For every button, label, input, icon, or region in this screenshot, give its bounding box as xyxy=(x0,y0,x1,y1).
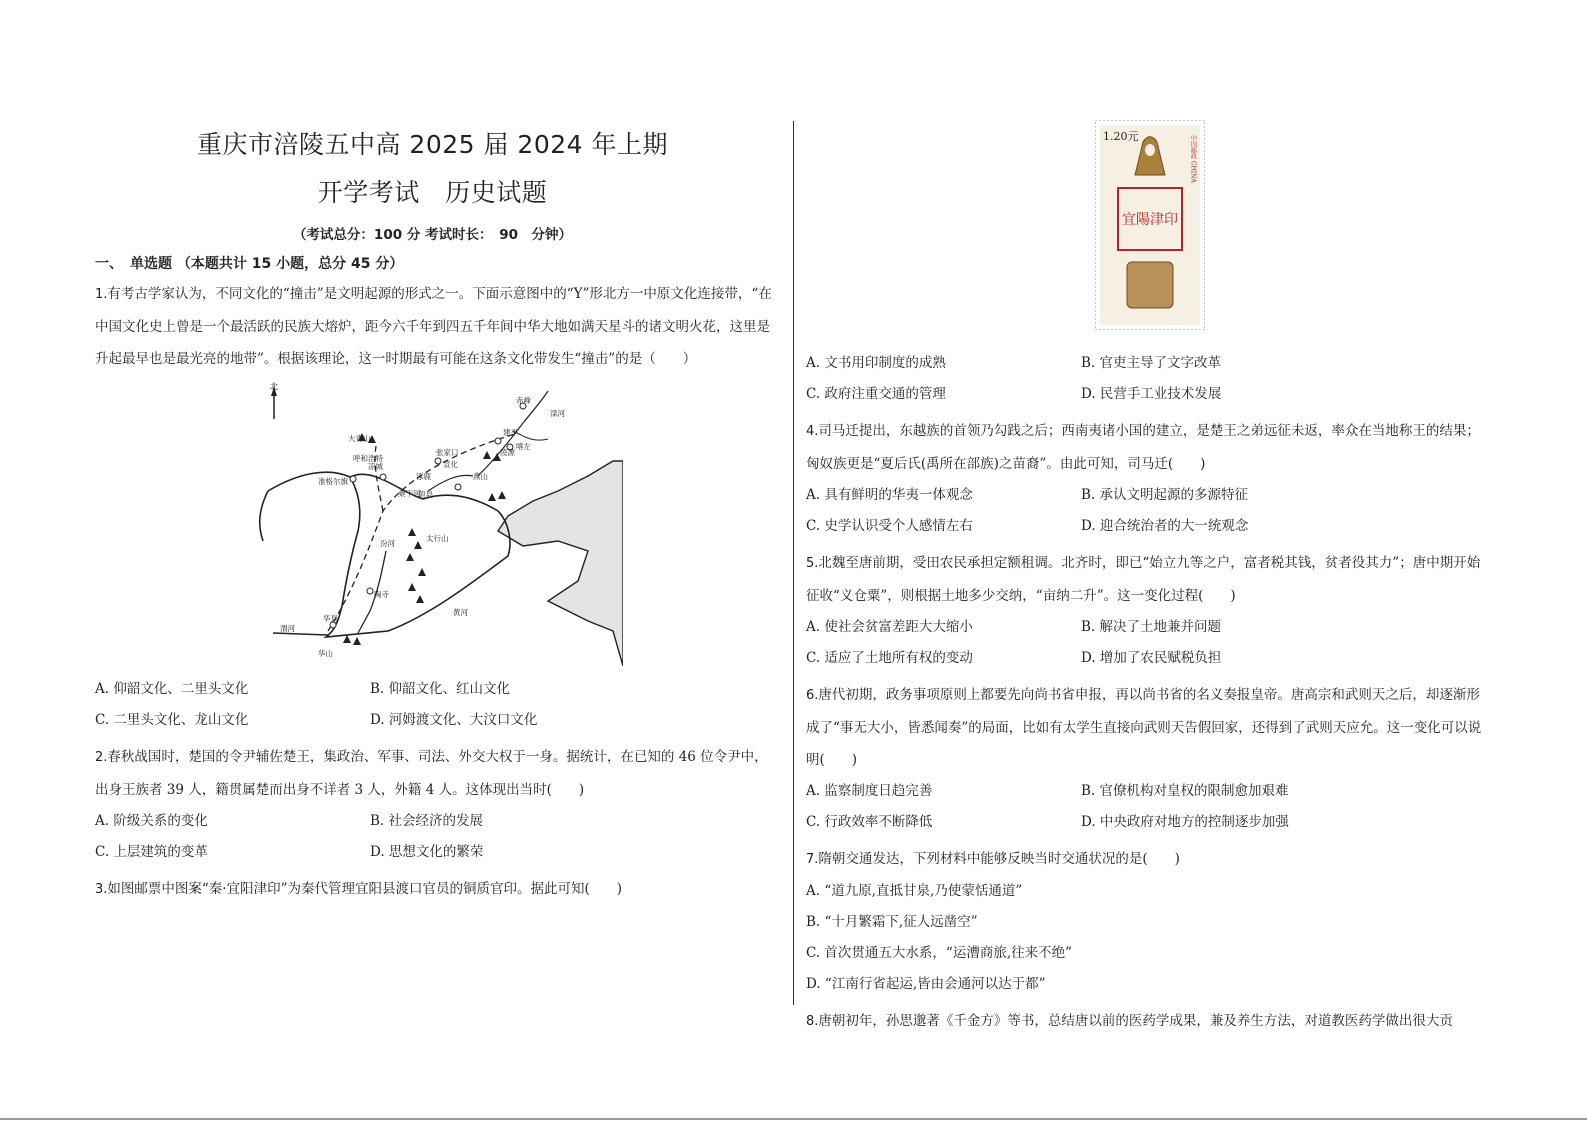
question-4 xyxy=(806,415,1491,480)
map-label: 大青山 xyxy=(348,434,371,443)
question-2-options xyxy=(95,806,780,868)
option-a[interactable]: A. 使社会贫富差距大大缩小 xyxy=(806,619,973,635)
right-column xyxy=(806,120,1491,1038)
map-label: 太行山 xyxy=(426,534,449,543)
map-label: 陶寺 xyxy=(374,590,389,599)
question-text: 春秋战国时，楚国的令尹辅佐楚王，集政治、军事、司法、外交大权于一身。据统计，在已知的 46 位令尹中，出身王族者 39 人，籍贯属楚而出身不详者 3 人，外籍 4 人。这体现出当时( ) xyxy=(95,749,768,798)
question-number: 1. xyxy=(95,287,108,302)
seal-stamp-image xyxy=(1095,120,1205,330)
map-label: 黄河 xyxy=(453,608,468,617)
question-text: 唐朝初年，孙思邈著《千金方》等书，总结唐以前的医药学成果，兼及养生方法，对道教医药学做出很大贡 xyxy=(818,1013,1453,1029)
question-6-options xyxy=(806,776,1491,838)
option-a[interactable]: A. “道九原,直抵甘泉,乃使蒙恬通道” xyxy=(806,883,1023,899)
stamp-country: 中国邮政 CHINA xyxy=(1189,135,1197,183)
section-heading: 一、 单选题 （本题共计 15 小题，总分 45 分） xyxy=(95,256,404,272)
option-b[interactable]: B. “十月繁霜下,征人远凿空” xyxy=(806,914,978,930)
option-a[interactable]: A. 阶级关系的变化 xyxy=(95,813,208,829)
question-text: 司马迁提出，东越族的首领乃勾践之后；西南夷诸小国的建立，是楚王之弟远征未返，率众在当地称王的结果；匈奴族更是“夏后氏(禹所在部族)之苗裔”。由此可知，司马迁( ) xyxy=(806,423,1480,472)
option-c[interactable]: C. 上层建筑的变革 xyxy=(95,844,208,860)
map-label: 建平 xyxy=(503,428,518,437)
culture-belt-map xyxy=(258,381,623,666)
exam-title-line2: 开学考试 历史试题 xyxy=(317,178,548,207)
question-5 xyxy=(806,547,1491,612)
question-text: 隋朝交通发达，下列材料中能够反映当时交通状况的是( ) xyxy=(818,851,1180,867)
question-number: 4. xyxy=(806,424,819,439)
map-label: 滦河 xyxy=(550,409,565,418)
map-label: 凉城 xyxy=(368,462,383,471)
question-8 xyxy=(806,1005,1491,1038)
option-c[interactable]: C. 行政效率不断降低 xyxy=(806,814,933,830)
map-label: 涿鹿 xyxy=(416,472,431,481)
exam-meta: （考试总分：100 分 考试时长： 90 分钟） xyxy=(292,227,573,243)
left-column xyxy=(95,120,780,906)
option-c[interactable]: C. 二里头文化、龙山文化 xyxy=(95,712,249,728)
map-label: 渭河 xyxy=(280,624,295,633)
option-d[interactable]: D. 迎合统治者的大一统观念 xyxy=(1081,518,1249,534)
option-d[interactable]: D. 中央政府对地方的控制逐步加强 xyxy=(1081,814,1289,830)
question-3-options xyxy=(806,348,1491,410)
map-label: 张家口 xyxy=(436,448,459,457)
question-1 xyxy=(95,278,780,375)
question-1-options xyxy=(95,674,780,736)
option-a[interactable]: A. 监察制度日趋完善 xyxy=(806,783,933,799)
question-text: 唐代初期，政务事项原则上都要先向尚书省申报，再以尚书省的名义奏报皇帝。唐高宗和武则天之后，却逐渐形成了“事无大小，皆悉闻奏”的局面，比如有太学生直接向武则天告假回家，还得到了武则天应允。这一变化可以说明( ) xyxy=(806,687,1482,768)
map-label: 华山 xyxy=(318,649,333,658)
option-d[interactable]: D. 河姆渡文化、大汶口文化 xyxy=(370,712,538,728)
option-b[interactable]: B. 承认文明起源的多源特征 xyxy=(1081,487,1249,503)
map-label: 宣化 xyxy=(443,460,458,469)
option-c[interactable]: C. 史学认识受个人感情左右 xyxy=(806,518,973,534)
option-a[interactable]: A. 具有鲜明的华夷一体观念 xyxy=(806,487,973,503)
map-label: 准格尔旗 xyxy=(318,477,348,486)
question-number: 6. xyxy=(806,688,819,703)
option-b[interactable]: B. 官吏主导了文字改革 xyxy=(1081,355,1222,371)
column-divider xyxy=(793,121,794,1005)
option-b[interactable]: B. 官僚机构对皇权的限制愈加艰难 xyxy=(1081,783,1289,799)
option-b[interactable]: B. 社会经济的发展 xyxy=(370,813,484,829)
map-label: 汾河 xyxy=(380,539,395,548)
option-b[interactable]: B. 解决了土地兼并问题 xyxy=(1081,619,1222,635)
question-5-options xyxy=(806,612,1491,674)
option-d[interactable]: D. 思想文化的繁荣 xyxy=(370,844,484,860)
question-number: 7. xyxy=(806,852,819,867)
exam-title-line1: 重庆市涪陵五中高 2025 届 2024 年上期 xyxy=(196,130,669,159)
page-bottom-rule xyxy=(0,1118,1587,1120)
option-c[interactable]: C. 政府注重交通的管理 xyxy=(806,386,946,402)
map-label: 呼和浩特 xyxy=(353,454,383,463)
map-label: 蔚县 xyxy=(418,490,433,499)
question-2 xyxy=(95,741,780,806)
question-4-options xyxy=(806,480,1491,542)
option-c[interactable]: C. 首次贯通五大水系，“运漕商旅,往来不绝” xyxy=(806,945,1073,961)
map-label: 喀左 xyxy=(516,442,531,451)
map-label: 华县 xyxy=(323,614,338,623)
question-number: 8. xyxy=(806,1014,819,1029)
question-7 xyxy=(806,843,1491,876)
option-b[interactable]: B. 仰韶文化、红山文化 xyxy=(370,681,511,697)
option-a[interactable]: A. 仰韶文化、二里头文化 xyxy=(95,681,249,697)
map-label-north: 北 xyxy=(270,382,278,391)
question-number: 3. xyxy=(95,882,108,897)
map-label: 桑干河 xyxy=(398,489,421,498)
question-7-options xyxy=(806,876,1491,1000)
map-label: 赤峰 xyxy=(516,396,531,405)
question-6 xyxy=(806,679,1491,776)
question-number: 2. xyxy=(95,750,108,765)
option-d[interactable]: D. 民营手工业技术发展 xyxy=(1081,386,1222,402)
map-label: 凌源 xyxy=(500,448,515,457)
map-label: 燕山 xyxy=(473,472,488,481)
option-d[interactable]: D. 增加了农民赋税负担 xyxy=(1081,650,1222,666)
stamp-denomination: 1.20元 xyxy=(1103,130,1139,143)
question-number: 5. xyxy=(806,556,819,571)
question-text: 有考古学家认为，不同文化的“撞击”是文明起源的形式之一。下面示意图中的“Y”形北方一中原文化连接带，“在中国文化史上曾是一个最活跃的民族大熔炉，距今六千年到四五千年间中华大地如满天星斗的诸文明火花，这里是升起最早也是最光亮的地带”。根据该理论，这一时期最有可能在这条文化带发生“撞击”的是（ ） xyxy=(95,286,772,367)
question-3 xyxy=(95,873,780,906)
option-c[interactable]: C. 适应了土地所有权的变动 xyxy=(806,650,973,666)
question-text: 如图邮票中图案“秦·宜阳津印”为秦代管理宜阳县渡口官员的铜质官印。据此可知( ) xyxy=(107,881,623,897)
stamp-seal-text: 宜陽津印 xyxy=(1122,212,1178,228)
question-text: 北魏至唐前期，受田农民承担定额租调。北齐时，即已“始立九等之户，富者税其钱，贫者役其力”；唐中期开始征收“义仓粟”，则根据土地多少交纳，“亩纳二升”。这一变化过程( ) xyxy=(806,555,1481,604)
option-d[interactable]: D. “江南行省起运,皆由会通河以达于都” xyxy=(806,976,1046,992)
option-a[interactable]: A. 文书用印制度的成熟 xyxy=(806,355,946,371)
